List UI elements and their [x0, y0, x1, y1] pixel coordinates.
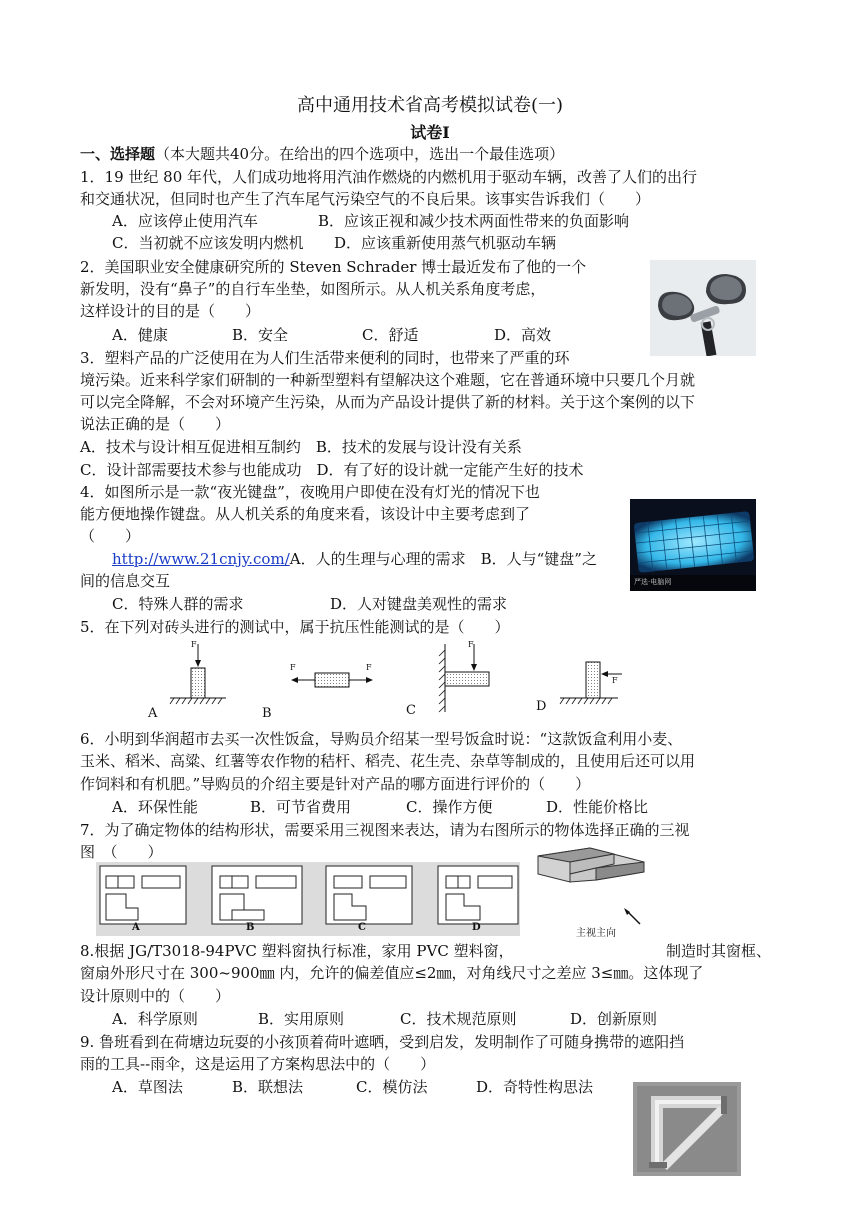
- q1-option-d: D．应该重新使用蒸气机驱动车辆: [334, 234, 557, 252]
- q9-option-b: B．联想法: [232, 1078, 304, 1096]
- q5-label-d: D: [536, 699, 547, 714]
- q4-options-ab: A．人的生理与心理的需求 B．人与“键盘”之: [289, 550, 597, 568]
- q8-line2: 窗扇外形尺寸在 300~900㎜ 内，允许的偏差值应≤2㎜，对角线尺寸之差应 3≤㎜。这体现了: [80, 964, 704, 982]
- q5-line1: 5．在下列对砖头进行的测试中，属于抗压性能测试的是（ ）: [80, 618, 510, 636]
- q3-options-ab: A．技术与设计相互促进相互制约 B．技术的发展与设计没有关系: [80, 438, 522, 456]
- q7-label-a: A: [132, 922, 140, 933]
- front-view-direction-label: 主视主向: [576, 928, 616, 939]
- q7-label-d: D: [472, 922, 481, 933]
- q4-line3: （ ）: [80, 527, 141, 545]
- q8-option-b: B．实用原则: [258, 1010, 345, 1028]
- night-keyboard-image: [630, 499, 756, 591]
- section-note: （本大题共40分。在给出的四个选项中，选出一个最佳选项）: [155, 145, 565, 163]
- q2-line2: 新发明，没有“鼻子”的自行车坐垫，如图所示。从人机关系角度考虑，: [80, 280, 546, 298]
- q1-option-b: B．应该正视和减少技术两面性带来的负面影响: [318, 212, 630, 230]
- q9-option-a: A．草图法: [112, 1078, 183, 1096]
- q8-line1b: 制造时其窗框、: [666, 942, 772, 960]
- q2-line1: 2．美国职业安全健康研究所的 Steven Schrader 博士最近发布了他的一个: [80, 258, 587, 276]
- q7-label-c: C: [358, 922, 366, 933]
- q2-option-c: C．舒适: [362, 326, 419, 344]
- q5-label-b: B: [262, 706, 272, 721]
- q9-line2: 雨的工具--雨伞，这是运用了方案构思法中的（ ）: [80, 1055, 436, 1073]
- brick-test-figures: [140, 640, 640, 722]
- q8-option-d: D．创新原则: [570, 1010, 658, 1028]
- q3-line4: 说法正确的是（ ）: [80, 415, 231, 433]
- part-heading: 试卷Ⅰ: [410, 123, 450, 142]
- test-figure-c: [439, 644, 489, 712]
- q4-options-ab-cont: 间的信息交互: [80, 572, 171, 590]
- q9-option-c: C．模仿法: [356, 1078, 428, 1096]
- force-label-b-left: F: [290, 663, 296, 672]
- q7-line1: 7．为了确定物体的结构形状，需要采用三视图来表达，请为右图所示的物体选择正确的三视: [80, 821, 690, 839]
- q9-option-d: D．奇特性构思法: [476, 1078, 594, 1096]
- q8-line1a: 8.根据 JG/T3018-94PVC 塑料窗执行标准，家用 PVC 塑料窗，: [80, 942, 514, 960]
- q6-option-c: C．操作方便: [406, 798, 493, 816]
- test-figure-a: [170, 644, 226, 704]
- test-figure-b: [291, 673, 373, 687]
- q9-line1: 9. 鲁班看到在荷塘边玩耍的小孩顶着荷叶遮晒，受到启发，发明制作了可随身携带的遮阳挡: [80, 1033, 685, 1051]
- q6-option-a: A．环保性能: [112, 798, 198, 816]
- q4-option-d: D．人对键盘美观性的需求: [330, 595, 508, 613]
- q5-label-a: A: [148, 706, 158, 721]
- q6-line3: 作饲料和有机肥。”导购员的介绍主要是针对产品的哪方面进行评价的（ ）: [80, 775, 591, 793]
- bracket-photo: [633, 1082, 741, 1176]
- section-title: 一、选择题: [80, 145, 156, 163]
- q3-options-cd: C．设计部需要技术参与也能成功 D．有了好的设计就一定能产生好的技术: [80, 461, 584, 479]
- q2-option-a: A．健康: [112, 326, 168, 344]
- bicycle-seat-image: [650, 260, 756, 356]
- q8-option-c: C．技术规范原则: [400, 1010, 517, 1028]
- page-title: 高中通用技术省高考模拟试卷(一): [296, 95, 564, 116]
- q7-label-b: B: [246, 922, 255, 933]
- section-heading: [80, 143, 564, 165]
- q1-option-c: C．当初就不应该发明内燃机: [112, 234, 304, 252]
- q2-option-b: B．安全: [232, 326, 289, 344]
- q3-line1: 3．塑料产品的广泛使用在为人们生活带来便利的同时，也带来了严重的环: [80, 349, 570, 367]
- q2-line3: 这样设计的目的是（ ）: [80, 302, 261, 320]
- q1-line2: 和交通状况，但同时也产生了汽车尾气污染空气的不良后果。该事实告诉我们（ ）: [80, 190, 651, 208]
- q6-line2: 玉米、稻米、高粱、红薯等农作物的秸杆、稻壳、花生壳、杂草等制成的，且使用后还可以用: [80, 752, 696, 770]
- force-label-d: F: [612, 676, 618, 685]
- q7-line2: 图 （ ）: [80, 843, 163, 861]
- q1-option-a: A．应该停止使用汽车: [112, 212, 258, 230]
- force-label-c: F: [468, 640, 474, 649]
- three-view-graphic: [96, 862, 520, 936]
- q4-line1: 4．如图所示是一款“夜光键盘”，夜晚用户即使在没有灯光的情况下也: [80, 483, 540, 501]
- q4-line2: 能方便地操作键盘。从人机关系的角度来看，该设计中主要考虑到了: [80, 505, 531, 523]
- q2-option-d: D．高效: [494, 326, 552, 344]
- q8-option-a: A．科学原则: [112, 1010, 198, 1028]
- three-view-options: [96, 862, 520, 936]
- q3-line2: 境污染。近来科学家们研制的一种新型塑料有望解决这个难题，它在普通环境中只要几个月就: [80, 371, 696, 389]
- q3-line3: 可以完全降解，不会对环境产生污染，从而为产品设计提供了新的材料。关于这个案例的以下: [80, 393, 696, 411]
- force-label-a: F: [191, 640, 197, 649]
- source-link[interactable]: http://www.21cnjy.com/: [112, 550, 290, 568]
- q8-line3: 设计原则中的（ ）: [80, 987, 231, 1005]
- q6-option-b: B．可节省费用: [250, 798, 352, 816]
- keyboard-image-caption: 严选·电脑网: [634, 578, 672, 586]
- q1-line1: 1．19 世纪 80 年代，人们成功地将用汽油作燃烧的内燃机用于驱动车辆，改善了人们的出行: [80, 168, 698, 186]
- q4-options-line: [112, 548, 597, 570]
- q6-line1: 6．小明到华润超市去买一次性饭盒，导购员介绍某一型号饭盒时说：“这款饭盒利用小麦、: [80, 730, 683, 748]
- force-label-b-right: F: [366, 663, 372, 672]
- q6-option-d: D．性能价格比: [546, 798, 649, 816]
- q5-label-c: C: [406, 703, 416, 718]
- q4-option-c: C．特殊人群的需求: [112, 595, 244, 613]
